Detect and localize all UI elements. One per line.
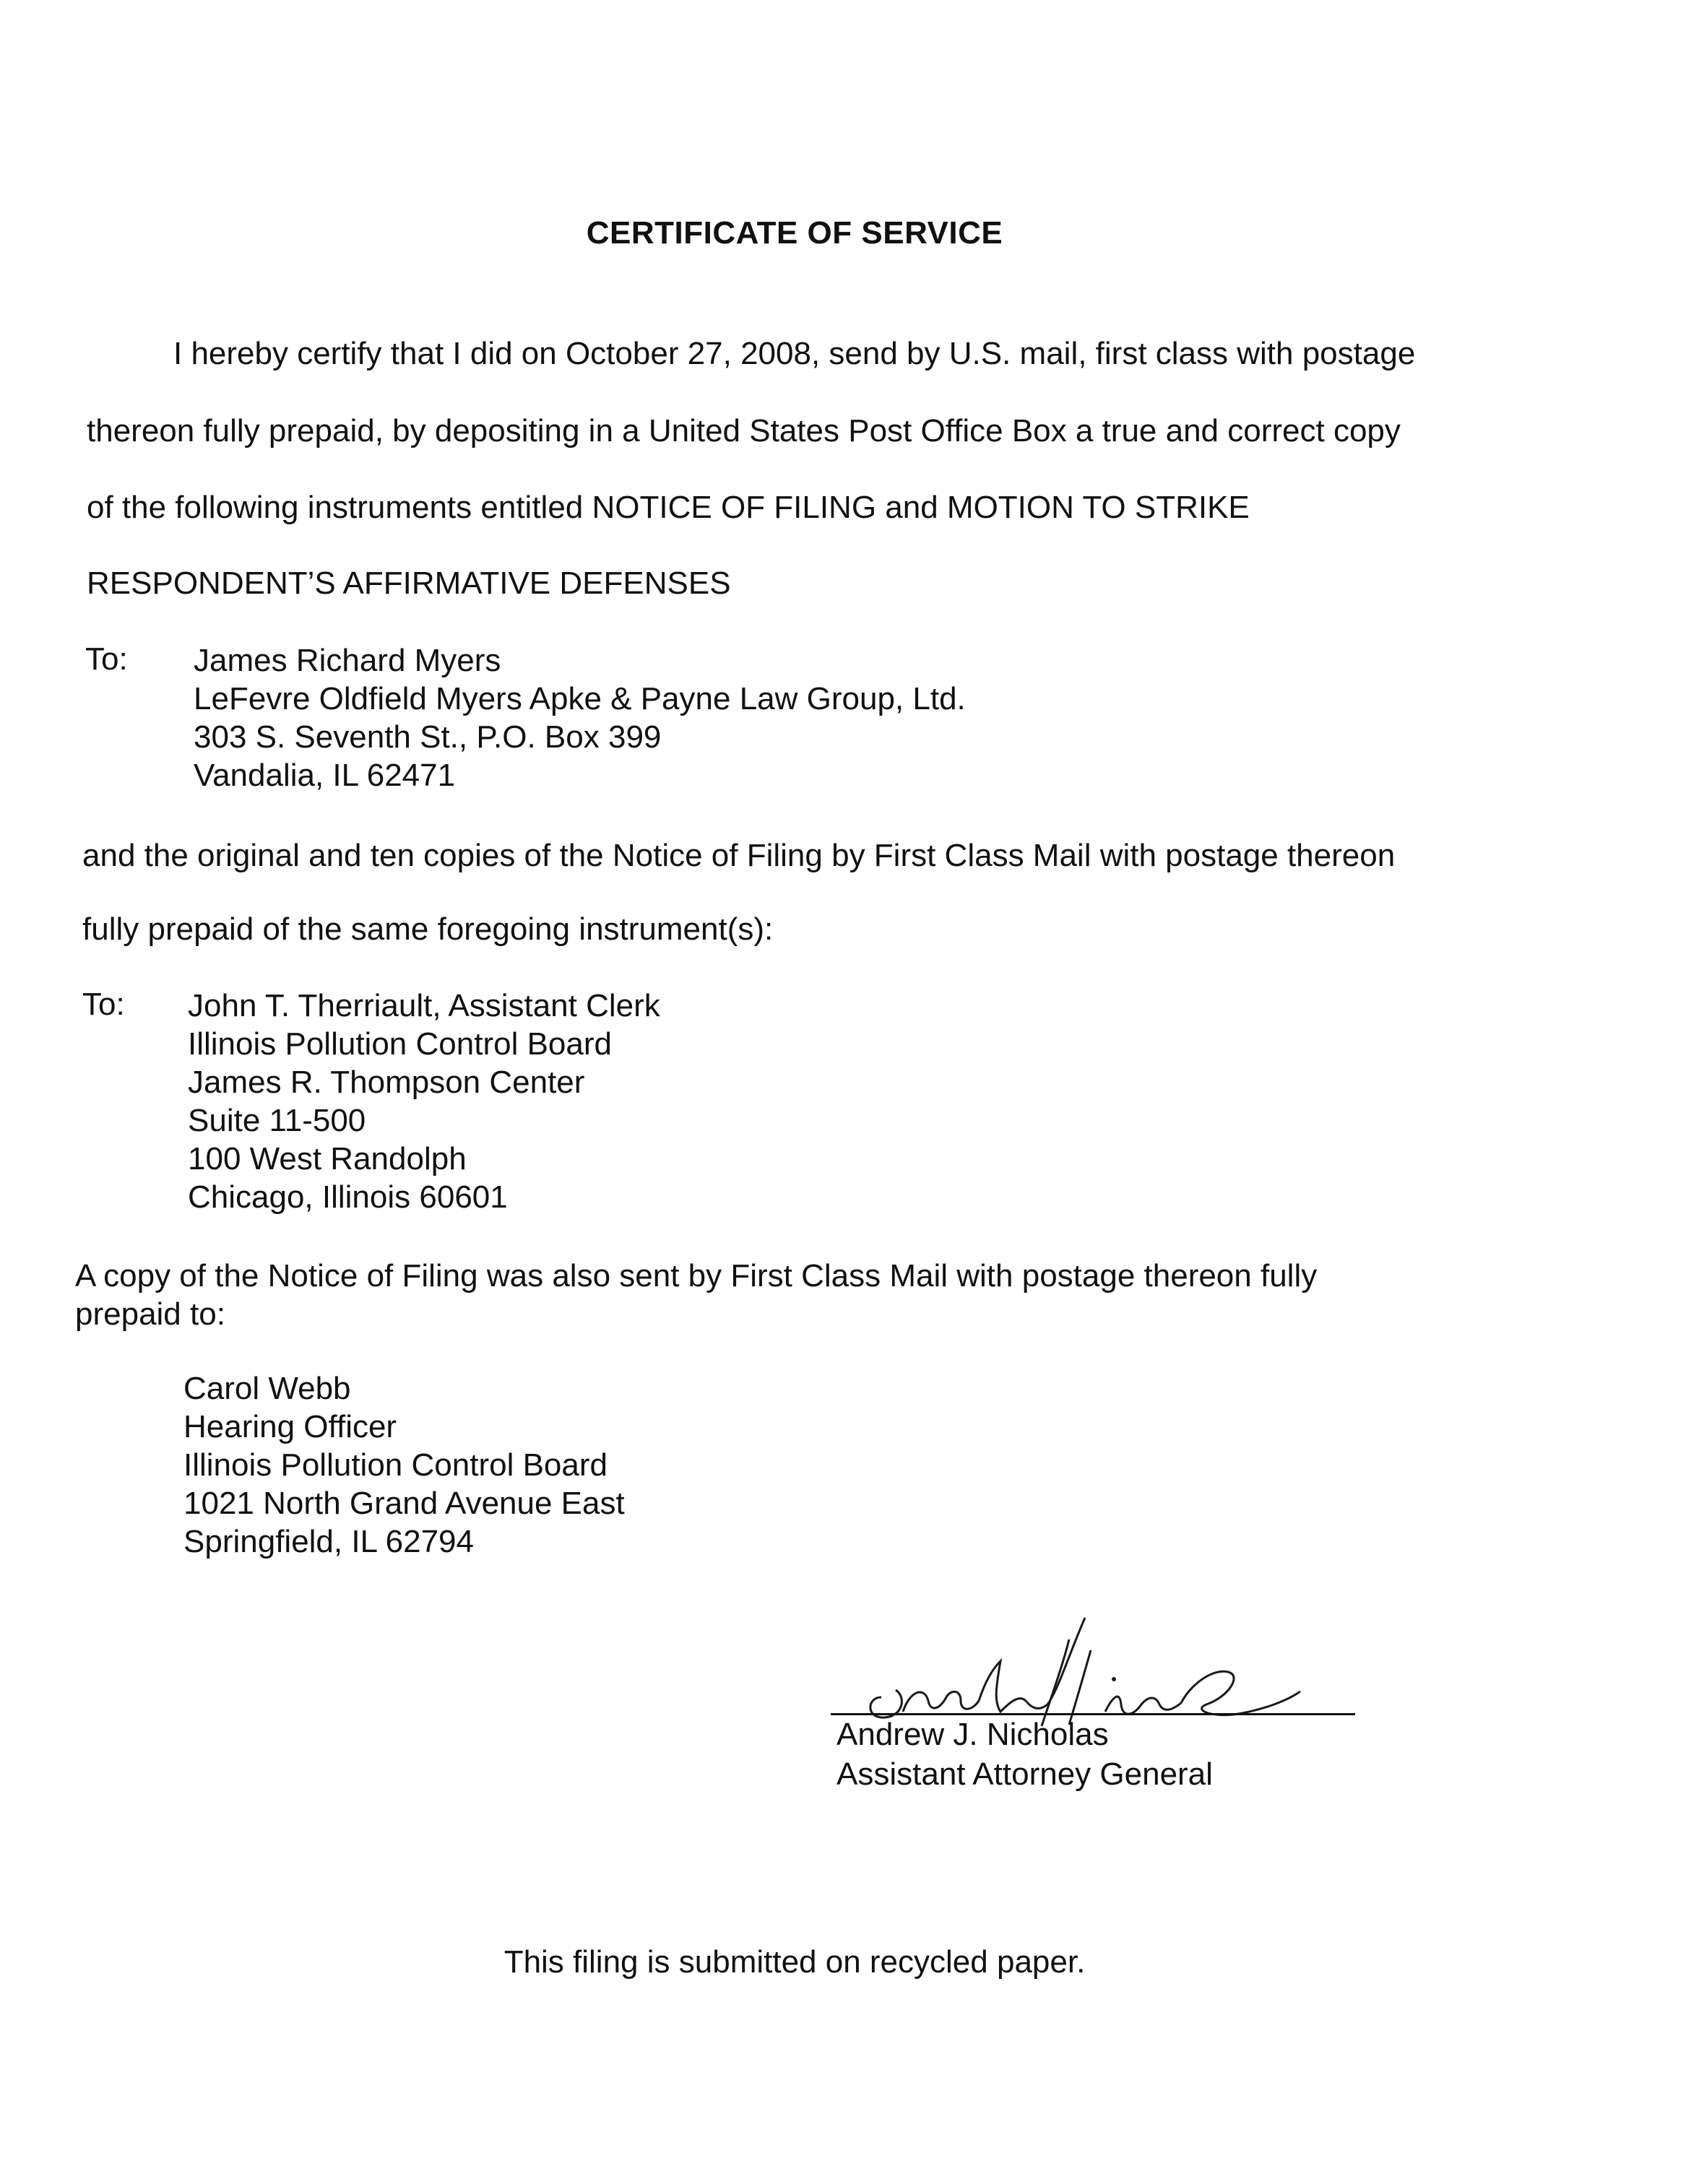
recipient-1-line-2: LeFevre Oldfield Myers Apke & Payne Law Group, Ltd. — [194, 681, 966, 716]
intro-line-4: RESPONDENT’S AFFIRMATIVE DEFENSES — [87, 566, 731, 601]
intro-line-3: of the following instruments entitled NOTICE OF FILING and MOTION TO STRIKE — [87, 490, 1250, 525]
recipient-2-address — [188, 987, 660, 1216]
to-label-2: To: — [82, 987, 125, 1022]
recipient-2-line-5: 100 West Randolph — [188, 1141, 467, 1176]
copy-paragraph — [75, 1257, 1317, 1333]
to-label-1: To: — [85, 641, 128, 677]
recipient-3-line-4: 1021 North Grand Avenue East — [183, 1486, 625, 1521]
middle-line-1: and the original and ten copies of the Notice of Filing by First Class Mail with postage thereon — [82, 838, 1396, 873]
recipient-1-line-4: Vandalia, IL 62471 — [194, 758, 456, 793]
intro-line-1: I hereby certify that I did on October 27, 2008, send by U.S. mail, first class with postage — [173, 336, 1416, 371]
copy-line-1: A copy of the Notice of Filing was also sent by First Class Mail with postage thereon fully — [75, 1258, 1318, 1294]
recipient-2-line-2: Illinois Pollution Control Board — [188, 1026, 612, 1062]
recipient-3-line-5: Springfield, IL 62794 — [183, 1524, 474, 1559]
recipient-2-line-6: Chicago, Illinois 60601 — [188, 1179, 508, 1215]
signer-name: Andrew J. Nicholas — [836, 1717, 1109, 1752]
recycled-paper-note: This filing is submitted on recycled paper. — [503, 1944, 1086, 1980]
recipient-2-line-1: John T. Therriault, Assistant Clerk — [188, 988, 660, 1023]
middle-line-2: fully prepaid of the same foregoing instrument(s): — [82, 911, 774, 947]
recipient-1-line-3: 303 S. Seventh St., P.O. Box 399 — [194, 719, 662, 755]
recipient-3-line-3: Illinois Pollution Control Board — [183, 1447, 608, 1483]
recipient-1-address — [194, 641, 966, 794]
recipient-1-line-1: James Richard Myers — [194, 643, 501, 678]
recipient-2-line-3: James R. Thompson Center — [188, 1065, 585, 1100]
recipient-3-line-2: Hearing Officer — [183, 1409, 397, 1444]
signer-title: Assistant Attorney General — [836, 1756, 1213, 1792]
intro-line-2: thereon fully prepaid, by depositing in a United States Post Office Box a true and correct copy — [87, 413, 1401, 448]
recipient-2-line-4: Suite 11-500 — [188, 1103, 366, 1138]
signature-block — [836, 1715, 1213, 1794]
copy-line-2: prepaid to: — [75, 1296, 225, 1332]
recipient-3-line-1: Carol Webb — [183, 1371, 351, 1406]
recipient-3-address — [183, 1369, 625, 1561]
document-title: CERTIFICATE OF SERVICE — [586, 215, 1003, 251]
